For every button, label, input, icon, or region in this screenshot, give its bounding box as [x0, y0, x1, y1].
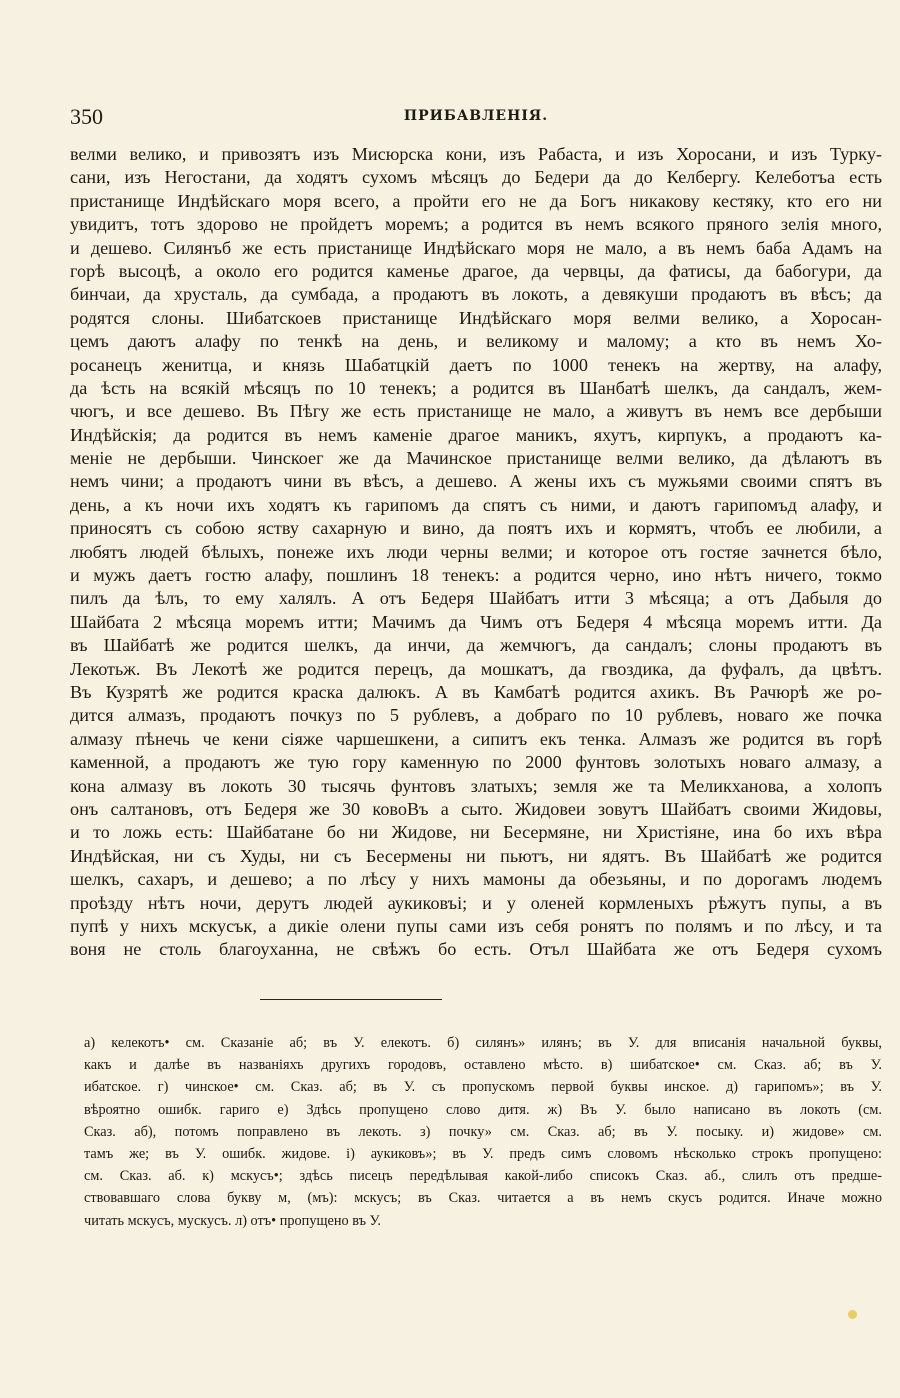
text-line: кона алмазу въ локоть 30 тысячь фунтовъ златыхъ; земля же та Меликханова, а холопъ — [70, 775, 882, 796]
text-line: сани, изъ Негостани, да ходятъ сухомъ мѣсяцъ до Бедери да до Келбергу. Келеботъа есть — [70, 167, 882, 188]
text-line: дится алмазъ, продаютъ почкуз по 5 рублевъ, а добраго по 10 рублевъ, новаго же почка — [70, 705, 882, 726]
text-line: бинчаи, да хрусталь, да сумбада, а продаютъ въ локоть, а девякуши продаютъ въ вѣсъ; да — [70, 284, 882, 305]
text-line: любятъ людей бѣлыхъ, понеже ихъ люди черны велми; и которое отъ гостяе зачнется бѣло, — [70, 541, 882, 562]
text-line: пупѣ у нихъ мскусък, а дикіе олени пупы сами изъ себя ронятъ по полямъ и по лѣсу, и та — [70, 915, 882, 936]
text-line: увидитъ, тотъ здорово не пройдетъ моремъ; а родится въ немъ всякого пряного зелія много, — [70, 214, 882, 235]
footnote-line: ибатское. г) чинское• см. Сказ. аб; въ У. съ пропускомъ первой буквы инское. д) гарипомъ»; въ У. — [84, 1079, 882, 1096]
footnote-line: а) келекотъ• см. Сказаніе аб; въ У. елекотъ. б) силянъ» илянъ; въ У. для вписанія начальной буквы, — [84, 1035, 882, 1051]
text-line: чюгъ, и все дешево. Въ Пѣгу же есть пристанище не мало, а живутъ въ немъ все дербыши — [70, 401, 882, 422]
text-line: Лекотьж. Въ Лекотѣ же родится перецъ, да мошкатъ, да гвоздика, да фуфалъ, да цвѣтъ. — [70, 658, 882, 679]
footnote-line: какъ и далѣе въ названіяхъ другихъ городовъ, оставлено мѣсто. в) шибатское• см. Сказ. аб; въ У. — [84, 1057, 882, 1074]
main-text — [70, 143, 882, 962]
text-line: Шайбата 2 мѣсяца моремъ итти; Мачимъ да Чимъ отъ Бедеря 4 мѣсяца моремъ итти. Да — [70, 611, 882, 632]
text-line: Въ Кузрятѣ же родится краска далюкъ. А въ Камбатѣ родится ахикъ. Въ Рачюрѣ же ро- — [70, 681, 882, 702]
footnote-line: Сказ. аб), потомъ поправлено въ лекоть. з) почку» см. Сказ. аб; въ У. посыку. и) жидове» см. — [84, 1123, 882, 1140]
text-line: шелкъ, сахаръ, и дешево; а по лѣсу у нихъ мамоны да обезьяны, и по дорогамъ людемъ — [70, 869, 882, 890]
text-line: пристанище Индѣйскаго моря всего, а пройти его не да Богъ никакову кестяку, кто его ни — [70, 190, 882, 211]
text-line: алмазу пѣнечь че кени сіяже чаршешкени, а сипитъ екъ тенка. Алмазъ же родится въ горѣ — [70, 728, 882, 749]
text-line: горѣ высоцѣ, а около его родится каменье драгое, да червцы, да фатисы, да бабогури, да — [70, 260, 882, 281]
footnote-rule — [260, 999, 442, 1000]
text-line: приносятъ съ собою яству сахарную и вино, да поятъ ихъ и кормятъ, чтобъ ее любили, а — [70, 518, 882, 539]
footnote-line: см. Сказ. аб. к) мскусъ•; здѣсь писецъ передѣлывая какой-либо списокъ Сказ. аб., слилъ отъ предше- — [84, 1168, 882, 1185]
text-line: немъ чини; а продаютъ чини въ вѣсъ, а дешево. А жены ихъ съ мужьями своими спятъ въ — [70, 471, 882, 492]
text-line: пилъ да ѣлъ, то ему халялъ. А отъ Бедеря Шайбатъ итти 3 мѣсяца; а отъ Дабыля до — [70, 588, 882, 609]
page-header — [70, 104, 882, 134]
footnote-line: тамъ же; въ У. ошибк. жидове. і) аукиковъ»; въ У. предъ симъ словомъ нѣсколько строкъ пропущено: — [84, 1145, 882, 1162]
text-line: да ѣсть на всякій мѣсяцъ по 10 тенекъ; а родится въ Шанбатѣ шелкъ, да сандалъ, жем- — [70, 377, 882, 398]
page-number: 350 — [70, 104, 103, 129]
text-line: и то ложь есть: Шайбатане бо ни Жидове, ни Бесермяне, ни Христіяне, ина бо ихъ вѣра — [70, 822, 882, 843]
text-line: проѣзду нѣтъ ночи, дерутъ людей аукиковъі; и у оленей кормленыхъ рѣжутъ пупы, а въ — [70, 892, 882, 913]
text-line: Индѣйская, ни съ Худы, ни съ Бесермены ни пьютъ, ни ядятъ. Въ Шайбатѣ же родится — [70, 845, 882, 866]
text-line: воня не столь благоуханна, не свѣжъ бо есть. Отъл Шайбата же отъ Бедеря сухомъ — [70, 939, 882, 960]
text-line: родятся слоны. Шибатскоев пристанище Индѣйскаго моря велми велико, а Хоросан- — [70, 307, 882, 328]
text-line: и мужъ даетъ гостю алафу, пошлинъ 18 тенекъ: а родится черно, ино нѣтъ ничего, токмо — [70, 565, 882, 586]
text-line: и дешево. Силянъб же есть пристанище Индѣйскаго моря не мало, а въ немъ баба Адамъ на — [70, 237, 882, 258]
footnotes — [84, 1032, 882, 1232]
text-line: Индѣйскія; да родится въ немъ каменіе драгое маникъ, яхутъ, кирпукъ, а продаютъ ка- — [70, 424, 882, 445]
text-line: день, а къ ночи ихъ ходятъ къ гарипомъ да спятъ съ ними, и даютъ гарипомъд алафу, и — [70, 494, 882, 515]
text-line: росанецъ женитца, и князь Шабатцкій даетъ по 1000 тенекъ на жертву, на алафу, — [70, 354, 882, 375]
paper-stain — [848, 1310, 857, 1319]
footnote-line: читать мскусъ, мускусъ. л) отъ• пропущено въ У. — [84, 1212, 381, 1229]
text-line: цемъ даютъ алафу по тенкѣ на день, и великому и малому; а кто въ немъ Хо- — [70, 331, 882, 352]
text-line: онъ салтановъ, отъ Бедеря же 30 ковоВъ а сыто. Жидовеи зовутъ Шайбатъ своими Жидовы, — [70, 798, 882, 819]
text-line: каменной, а продаютъ же тую гору каменную по 2000 фунтовъ золотыхъ новаго алмазу, а — [70, 752, 882, 773]
footnote-line: вѣроятно ошибк. гариго е) Здѣсь пропущено слово дитя. ж) Въ У. было написано въ локоть (см. — [84, 1101, 882, 1118]
text-line: меніе не дербыши. Чинскоег же да Мачинское пристанище велми велико, да дѣлаютъ въ — [70, 448, 882, 469]
running-head: ПРИБАВЛЕНІЯ. — [403, 108, 549, 124]
text-line: велми велико, и привозятъ изъ Мисюрска кони, изъ Рабаста, и изъ Хоросани, и изъ Турку- — [70, 144, 882, 164]
footnote-line: ствовавшаго слова букву м, (мъ): мскусъ; въ Сказ. читается а въ немъ скусъ родится. Иначе можно — [84, 1190, 882, 1207]
text-line: въ Шайбатѣ же родится шелкъ, да инчи, да жемчюгъ, да сандалъ; слоны продаютъ въ — [70, 635, 882, 656]
